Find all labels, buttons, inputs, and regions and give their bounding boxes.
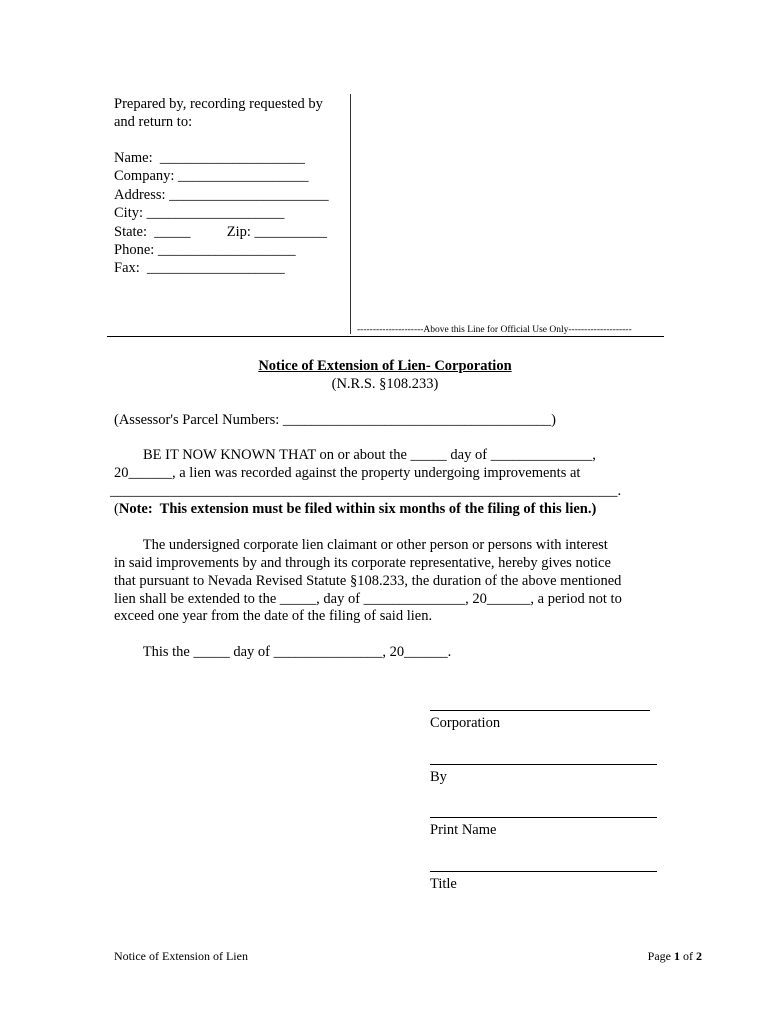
page-prefix: Page bbox=[647, 949, 674, 963]
name-field: Name: ____________________ bbox=[114, 150, 305, 166]
footer-document-name: Notice of Extension of Lien bbox=[114, 949, 248, 963]
known-that-line-1: BE IT NOW KNOWN THAT on or about the _____ day of ______________, bbox=[114, 447, 596, 463]
fax-field: Fax: ___________________ bbox=[114, 260, 285, 276]
known-that-line-2: 20______, a lien was recorded against the property undergoing improvements at bbox=[114, 465, 581, 481]
paragraph-line: in said improvements by and through its corporate representative, hereby gives notice bbox=[114, 555, 611, 571]
filing-note bbox=[114, 500, 596, 518]
prepared-by-label: Prepared by, recording requested by bbox=[114, 96, 323, 112]
statute-reference: (N.R.S. §108.233) bbox=[331, 376, 439, 392]
parcel-numbers-line: (Assessor's Parcel Numbers: _____________________________________) bbox=[114, 412, 557, 428]
corporation-signature-line bbox=[430, 710, 650, 711]
by-label: By bbox=[430, 769, 447, 785]
current-page: 1 bbox=[674, 949, 680, 963]
note-open-paren: ( bbox=[114, 501, 119, 517]
official-use-note: ---------------------Above this Line for Official Use Only-------------------- bbox=[357, 325, 632, 335]
print-name-line bbox=[430, 817, 657, 818]
title-signature-line bbox=[430, 871, 657, 872]
note-text: Note: This extension must be filed within six months of the filing of this lien.) bbox=[118, 501, 597, 517]
paragraph-line: lien shall be extended to the _____, day of ______________, 20______, a period not to bbox=[114, 591, 622, 607]
by-signature-line bbox=[430, 764, 657, 765]
property-address-line: ______________________________________________________________________. bbox=[110, 483, 622, 499]
return-to-label: and return to: bbox=[114, 114, 193, 130]
document-title: Notice of Extension of Lien- Corporation bbox=[258, 358, 512, 374]
city-field: City: ___________________ bbox=[114, 205, 285, 221]
total-pages: 2 bbox=[696, 949, 702, 963]
dated-line: This the _____ day of _______________, 20______. bbox=[114, 644, 452, 660]
corporation-label: Corporation bbox=[430, 715, 501, 731]
phone-field: Phone: ___________________ bbox=[114, 242, 296, 258]
header-divider-horizontal bbox=[107, 336, 664, 337]
footer-page-number bbox=[648, 949, 702, 964]
state-zip-field: State: _____ Zip: __________ bbox=[114, 224, 328, 240]
paragraph-line: exceed one year from the date of the filing of said lien. bbox=[114, 608, 433, 624]
print-name-label: Print Name bbox=[430, 822, 497, 838]
address-field: Address: ______________________ bbox=[114, 187, 329, 203]
paragraph-line: that pursuant to Nevada Revised Statute §108.233, the duration of the above mentioned bbox=[114, 573, 622, 589]
title-label: Title bbox=[430, 876, 457, 892]
paragraph-line: The undersigned corporate lien claimant or other person or persons with interest bbox=[114, 537, 608, 553]
header-divider-vertical bbox=[350, 94, 351, 334]
company-field: Company: __________________ bbox=[114, 168, 309, 184]
page-of: of bbox=[680, 949, 696, 963]
